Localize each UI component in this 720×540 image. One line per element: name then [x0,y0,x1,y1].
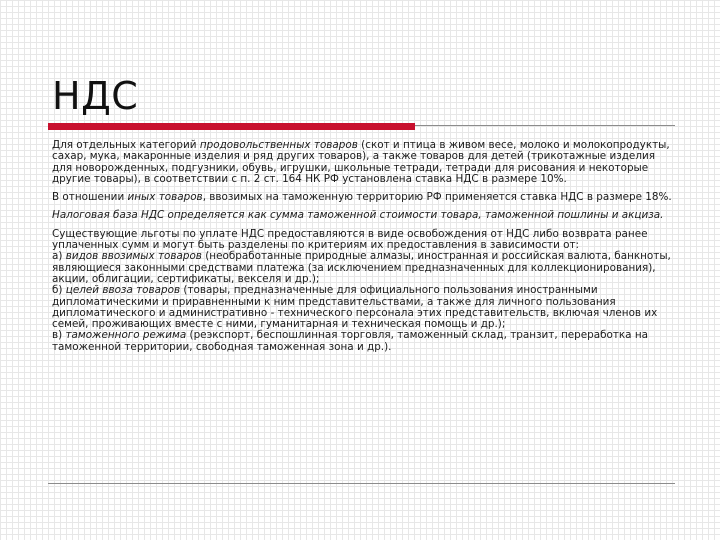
benefit-item-b [52,285,674,330]
paragraph-other-goods [52,192,674,203]
p1-emphasis: продовольственных товаров [199,139,358,151]
p1-text-start: Для отдельных категорий [52,139,200,151]
title-accent-bar [48,123,415,130]
item-b-text: (товары, предназначенные для официального пользования иностранными дипломатическими и приравненными к ним представительствами, а также для личного пользования дипломатического и административно - технического персонала этих представительств, включая членов их семей, проживающих вместе с ними, гуманитарная и техническая помощь и др.); [52,284,658,331]
p2-text-start: В отношении [52,191,128,204]
paragraph-reduced-rate [52,140,674,185]
paragraph-tax-base [52,210,674,221]
item-c-marker: в) [52,329,66,342]
item-c-emphasis: таможенного режима [65,329,187,342]
item-a-marker: а) [52,250,66,263]
item-b-marker: б) [52,284,66,297]
p3-emphasis: Налоговая база НДС определяется как сумма таможенной стоимости товара, таможенной пошлины и акциза. [52,209,664,222]
item-a-emphasis: видов ввозимых товаров [65,250,202,263]
p1-text-end: (скот и птица в живом весе, молоко и молокопродукты, сахар, мука, макаронные изделия и ряд других товаров), а также товаров для детей (трикотажные изделия для новорожденных, подгузники, обувь, игрушки, школьные тетради, тетради для рисования и некоторые другие товары), в соответствии с п. 2 ст. 164 НК РФ установлена ставка НДС в размере 10%. [52,139,670,185]
footer-divider [48,483,675,484]
p2-emphasis: иных товаров [127,191,203,204]
item-a-text: (необработанные природные алмазы, иностранная и российская валюта, банкноты, являющиеся законными средствами платежа (за исключением предназначенных для коллекционирования), акции, облигации, сертификаты, векселя и др.); [52,250,671,285]
slide-title: НДС [52,74,139,118]
benefits-intro: Существующие льготы по уплате НДС предоставляются в виде освобождения от НДС либо возврата ранее уплаченных сумм и могут быть разделены по критериям их предоставления в зависимости от: [52,227,648,252]
paragraph-benefits [52,229,674,353]
p2-text-end: , ввозимых на таможенную территорию РФ применяется ставка НДС в размере 18%. [202,191,672,204]
item-c-text: (реэкспорт, беспошлинная торговля, таможенный склад, транзит, переработка на таможенной территории, свободная таможенная зона и др.). [52,329,649,353]
benefit-item-c [52,330,674,353]
item-b-emphasis: целей ввоза товаров [65,284,181,297]
slide-body [52,140,674,360]
benefit-item-a [52,251,674,285]
